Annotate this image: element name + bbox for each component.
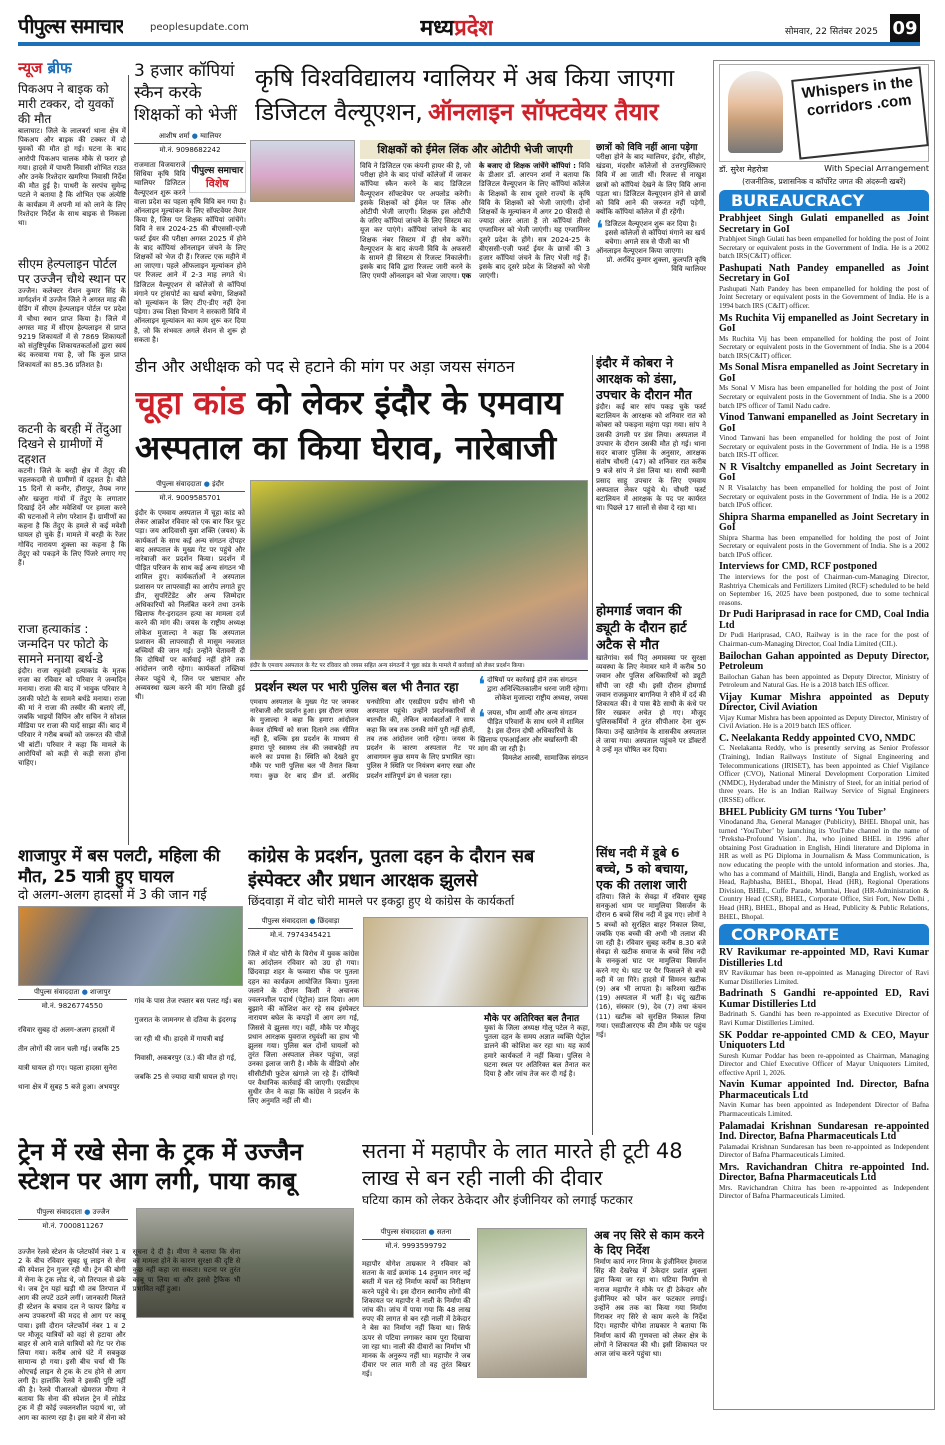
arrangement-note: With Special Arrangement xyxy=(824,164,929,173)
shajapur-headline: शाजापुर में बस पलटी, महिला की मौत, 25 यात्री हुए घायल xyxy=(18,846,221,886)
reporter-mobile: मो.नं. 9009585701 xyxy=(159,494,221,502)
whisper-headline: Ms Sonal Misra empanelled as Joint Secretary in GoI xyxy=(719,362,929,384)
whisper-item xyxy=(719,513,929,560)
bureaucracy-list xyxy=(719,214,929,921)
satna-subheadline: घटिया काम को लेकर ठेकेदार और इंजीनियर को लगाई फटकार xyxy=(362,1193,633,1207)
sindh-text: दतिया। जिले के सेवढ़ा में रविवार सुबह सनकुआं धाम पर मामुलिया विसर्जन के दौरान 6 बच्चे सिंध नदी में डूब गए। लोगों ने 5 बच्चों को सुरक्षित बाहर निकाल लिया, जबकि एक बच्ची की अभी भी तलाश की जा रही है। रविवार सुबह करीब 8.30 बजे सेवढ़ा से खटीक समाज के बच्चे सिंध नदी के सनकुआं घाट पर मामुलिया विसर्जन करने गए थे। घाट पर पैर फिसलने से बच्चे नदी में जा गिरे। हादसे में सिमरन खटीक (9) अब भी लापता है। करिश्मा खटीक (19) अस्पताल में भर्ती है। चंदू खटीक (16), संस्कार (9), देव (7) तथा कंचन (11) खटीक को सुरक्षित निकाल लिया गया। एसडीआरएफ की टीम मौके पर पहुंच गई। xyxy=(596,893,706,1040)
agri-headline: कृषि विश्वविद्यालय ग्वालियर में अब किया जाएगा डिजिटल वैल्यूएशन, ऑनलाइन सॉफ्टवेयर तैयार xyxy=(255,64,675,126)
photo-caption: इंदौर के एमवाय अस्पताल के गेट पर रविवार को जयस सहित अन्य संगठनों ने चूहा कांड के मामले में कार्रवाई को लेकर प्रदर्शन किया। xyxy=(250,661,588,671)
cobra-text: इंदौर। कई बार सांप पकड़ चुके फर्स्ट बटालियन के आरक्षक को शनिवार रात को कोबरा को पकड़ना महंगा पड़ा गया। सांप ने उसकी उंगली पर डंस लिया। अस्पताल में उपचार के दौरान उसकी मौत हो गई। थाना सदर बाजार पुलिस के अनुसार, आरक्षक संतोष चौधरी (47) को शनिवार रात करीब 9 बजे सांप ने डंस लिया था। साथी स्वामी प्रसाद साहू उपचार के लिए एमवाय अस्पताल लेकर पहुंचे थे। चौधरी फर्स्ट बटालियन में आरक्षक के पद पर कार्यरत था। पिछले 17 सालों से सेवा दे रहा था। xyxy=(596,403,706,513)
agri-side-headline: 3 हजार कॉपियां स्कैन करके शिक्षकों को भेजीं xyxy=(134,61,237,125)
mys-quotes xyxy=(478,676,588,831)
agri-subheadline-2: छात्रों को विवि नहीं आना पड़ेगा xyxy=(596,143,698,153)
brief-title-a: न्यूज xyxy=(18,59,43,77)
byline: आशीष शर्मा ● ग्वालियर xyxy=(134,132,246,144)
whisper-text: Bailochan Gahan has been appointed as Deputy Director, Ministry of Petroleum and Natural Gas. He is a 2018 batch IES officer. xyxy=(719,672,929,690)
banner-credits xyxy=(719,164,929,175)
train-headline: ट्रेन में रखे सेना के ट्रक में उज्जैन स्टेशन पर आग लगी, पाया काबू xyxy=(18,1138,303,1195)
agri-side-column xyxy=(134,60,246,345)
agri-students-box xyxy=(596,140,706,335)
reporter-mobile: मो.नं. 7974345421 xyxy=(269,931,332,939)
cobra-story xyxy=(596,355,706,603)
issue-date: सोमवार, 22 सितंबर 2025 xyxy=(785,27,878,37)
whispers-logo: Whispers in the corridors .com xyxy=(791,66,929,159)
quote-vimlesh: ❛ जयस, भीम आर्मी और अन्य संगठन पीड़ित परिवारों के साथ धरने में शामिल है। इस दौरान दोषी अधिकारियों के खिलाफ एफआईआर और बर्खास्तगी की मांग की जा रही है। विमलेश आरबी, सामाजिक संगठन xyxy=(478,706,588,762)
whisper-text: RV Ravikumar has been re-appointed as Managing Director of Ravi Kumar Distilleries Limited. xyxy=(719,969,929,986)
whisper-headline: N R Visaltchy empanelled as Joint Secretary in GoI xyxy=(719,461,929,484)
byline: पीपुल्स संवाददाता ● इंदौर xyxy=(135,480,245,492)
whisper-headline: Navin Kumar appointed Ind. Director, Bafna Pharmaceuticals Ltd xyxy=(719,1079,929,1101)
quote-mujalda: ❛ दोषियों पर कार्रवाई होने तक संगठन द्वारा अनिश्चितकालीन धरना जारी रहेगा। लोकेश मुजाल्दा राष्ट्रीय अध्यक्ष, जयस xyxy=(478,676,588,702)
whisper-headline: Mrs. Ravichandran Chitra re-appointed Ind. Director, Bafna Pharmaceuticals Ltd xyxy=(719,1161,929,1184)
whisper-headline: BHEL Publicity GM turns ‘You Tuber’ xyxy=(719,806,887,818)
whisper-item xyxy=(719,363,929,410)
whisper-text: The interviews for the post of Chairman-cum-Managing Director, Rashtriya Chemicals and Fertilizers Limited (RCF) scheduled to be held on September 16, 2025 have been postponed, due to some technical reasons. xyxy=(719,572,929,607)
whisper-text: Navin Kumar has been appointed as Independent Director of Bafna Pharmaceuticals Limited. xyxy=(719,1101,929,1118)
shajapur-subheadline: दो अलग-अलग हादसों में 3 की जान गई xyxy=(18,888,207,903)
agri-subheadline: शिक्षकों को ईमेल लिंक और ओटीपी भेजी जाएगी xyxy=(360,140,590,159)
reporter-mobile: मो.नं. 7000811267 xyxy=(42,1222,104,1230)
whisper-item xyxy=(719,1163,929,1201)
mys-body-1: इंदौर के एमवाय अस्पताल में चूहा कांड को लेकर आक्रोश रविवार को एक बार फिर फूट पड़ा। जय आदिवासी युवा शक्ति (जयस) के कार्यकर्ता के साथ कई अन्य संगठन दोपहर बाद अस्पताल के मुख्य गेट पर पहुंचे और नारेबाजी कर प्रदर्शन किया। प्रदर्शन में पीड़ित परिजन के साथ कई अन्य संगठन भी शामिल हुए। कार्यकर्ताओं ने अस्पताल प्रशासन पर लापरवाही का आरोप लगाते हुए डीन, सुपरिंटेंडेंट और अन्य जिम्मेदार अधिकारियों को निलंबित करने तथा उनके खिलाफ गैर-इरादतन हत्या का मामला दर्ज करने की मांग की। जयस के राष्ट्रीय अध्यक्ष लोकेश मुजाल्दा ने कहा कि अस्पताल प्रशासन की लापरवाही से मासूम नवजात बच्चियों की जान गई। उन्होंने चेतावनी दी कि दोषियों पर कार्रवाई नहीं होने तक आंदोलन जारी रहेगा। कार्यकर्ता तख्तियां लेकर पहुंचे थे, जिन पर भ्रष्टाचार और अव्यवस्था खत्म करने की मांग लिखी हुई थी। xyxy=(135,509,245,702)
whisper-headline: Shipra Sharma empanelled as Joint Secretary in GoI xyxy=(719,511,929,534)
mys-headline: चूहा कांड को लेकर इंदौर के एमवाय अस्पताल का किया घेराव, नारेबाजी xyxy=(135,383,563,467)
congress-story xyxy=(248,845,590,1130)
whisper-item xyxy=(719,652,929,690)
whisper-text: Prabhjeet Singh Gulati has been empanelled for holding the post of Joint Secretary or equivalent posts in the Government of India. He is a 2002 batch IRS(C&IT) officer. xyxy=(719,235,929,261)
brief-item xyxy=(18,422,126,622)
agri-body-1: राजमाता विजयाराजे सिंधिया कृषि विवि ग्वालियर डिजिटल वैल्यूएशन शुरू करने वाला प्रदेश का पहला कृषि विवि बन गया है। ऑनलाइन मूल्यांकन के लिए सॉफ्टवेयर तैयार किया है, जिस पर शिक्षक कॉपियां जांचेंगे। विवि ने सत्र 2024-25 की बीएससी-एजी फर्स्ट ईयर की परीक्षा अगस्त 2025 में होने के बाद कॉपियां ऑनलाइन जंचने के लिए शिक्षकों को भेज दी हैं। रिजल्ट एक महीने में आ जाएगा। पहले ऑफलाइन मूल्यांकन होने पर रिजल्ट आने में 2-3 माह लगते थे। डिजिटल वैल्यूएशन से कॉलेजों से कॉपियां मंगाने पर ट्रांसपोर्ट का खर्चा बचेगा, शिक्षकों को मूल्यांकन के लिए टीए-डीए नहीं देना पड़ेगा। उच्च शिक्षा विभाग ने सरकारी विवि में ऑनलाइन मूल्यांकन का काम शुरू कर दिया है, जो कि संभवतः अगले सेशन से शुरू हो सकता है। xyxy=(134,161,246,344)
satna-subheadline-2: अब नए सिरे से काम करने के दिए निर्देश xyxy=(594,1228,704,1257)
sindh-story xyxy=(596,845,706,1130)
reporter-mobile: मो.नं. 9826774550 xyxy=(41,1002,103,1010)
bureaucracy-section-bar: BUREAUCRACY xyxy=(719,190,929,211)
brief-item xyxy=(18,257,126,422)
columnist-name: डॉ. सुरेश मेहरोत्रा xyxy=(719,165,768,174)
section-title xyxy=(420,12,493,42)
agri-body-4: परीक्षा होने के बाद ग्वालियर, इंदौर, सीहोर, खंडवा, मंदसौर कॉलेजों से उत्तरपुस्तिकाएं विवि में आ जाती थीं। रिजल्ट से नाखुश छात्रों को कॉपियां देखने के लिए विवि आना पड़ता था। डिजिटल वैल्यूएशन होने से छात्रों को विवि आने की जरूरत नहीं पड़ेगी, क्योंकि कॉपियां कॉलेज में ही रहेंगी। xyxy=(596,153,706,217)
brief-headline: कटनी के बरही में तेंदुआ दिखने से ग्रामीणों में दहशत xyxy=(18,422,122,466)
whisper-item xyxy=(719,314,929,361)
whisper-item xyxy=(719,463,929,510)
whisper-item xyxy=(719,562,929,607)
satna-text-2: निर्माण कार्य नगर निगम के इंजीनियर हेमराज सिंह की देखरेख में ठेकेदार प्रशांत शुक्ला द्वारा किया जा रहा था। घटिया निर्माण से नाराज महापौर ने मौके पर ही ठेकेदार और इंजीनियर को फोन कर फटकार लगाई। उन्होंने अब तक का किया गया निर्माण गिराकर नए सिरे से काम करने के निर्देश दिए। महापौर योगेश ताम्रकार ने बताया कि निर्माण कार्य की गुणवत्ता को लेकर क्षेत्र के लोगों ने शिकायत की थी। इसी शिकायत पर आज जांच करने पहुंचा था। xyxy=(594,1258,707,1359)
column-tagline: (राजनीतिक, प्रशासनिक व कॉर्पोरेट जगत की अंदरूनी खबरें) xyxy=(742,177,906,186)
whisper-item xyxy=(719,1122,929,1160)
vc-quote: ❛ डिजिटल वैल्यूएशन शुरू कर दिया है। इससे कॉलेजों से कॉपियां मंगाने का खर्च बचेगा। अगले सत्र से पीजी का भी ऑनलाइन वैल्यूएशन किया जाएगा। प्रो. अरविंद कुमार शुक्ला, कुलपति कृषि विवि ग्वालियर xyxy=(596,217,706,274)
homeguard-story xyxy=(596,603,706,755)
whisper-item xyxy=(719,413,929,460)
corporate-section-bar: CORPORATE xyxy=(719,924,929,945)
brief-title-b: ब्रीफ xyxy=(47,59,72,77)
whisper-headline: Prabhjeet Singh Gulati empanelled as Joint Secretary in GoI xyxy=(719,213,929,235)
whisper-headline: C. Neelakanta Reddy appointed CVO, NMDC xyxy=(719,732,916,744)
whisper-item xyxy=(719,1031,929,1078)
whisper-text: Palamadai Krishnan Sundaresan has been re-appointed as Independent Director of Bafna Pharmaceuticals Limited. xyxy=(719,1142,929,1160)
whispers-column xyxy=(713,60,935,1410)
whisper-item xyxy=(719,1080,929,1118)
sindh-headline: सिंध नदी में डूबे 6 बच्चे, 5 को बचाया, एक की तलाश जारी xyxy=(596,845,689,892)
mys-body-column xyxy=(135,480,245,830)
whisper-text: Shipra Sharma has been empanelled for holding the post of Joint Secretary or equivalent posts in the Government of India. She is a 2002 batch IPoS officer. xyxy=(719,533,929,559)
whisper-text: Pashupati Nath Pandey has been empanelled for holding the post of Joint Secretary or equivalent posts in the Government of India. He is a 1994 batch IRS (C&IT) officer. xyxy=(719,284,929,310)
whisper-text: Ms Sonal V Misra has been empanelled for holding the post of Joint Secretary or equivalent posts in the Government of India. She is a 2000 batch IPS officer of Tamil Nadu cadre. xyxy=(719,384,929,410)
whisper-headline: Pashupati Nath Pandey empanelled as Joint Secretary in GoI xyxy=(719,262,929,285)
whisper-headline: Bailochan Gahan appointed as Deputy Director, Petroleum xyxy=(719,650,929,673)
whisper-text: Dr Pudi Hariprasad, CAO, Railway is in the race for the post of Chairman-cum-Managing Director, Coal India Limited (CIL). xyxy=(719,631,929,648)
byline: पीपुल्स संवाददाता ● उज्जैन xyxy=(18,1208,128,1220)
columnist-photo xyxy=(728,71,783,153)
special-badge: पीपुल्स समाचार विशेष xyxy=(189,161,246,193)
whisper-item xyxy=(719,808,929,922)
whisper-text: Mrs. Ravichandran Chitra has been re-appointed as Independent Director of Bafna Pharmaceuticals Limited. xyxy=(719,1183,929,1201)
brief-headline: पिकअप ने बाइक को मारी टक्कर, दो युवकों की मौत xyxy=(18,82,114,126)
whisper-text: N R Visalatchy has been empanelled for holding the post of Joint Secretary or equivalent posts in the Government of India. He is a 2002 batch IPoS officer. xyxy=(719,483,929,510)
congress-text-2: युकां के जिला अध्यक्ष गोलू पटेल ने कहा, पुतला दहन के समय अज्ञात व्यक्ति पेट्रोल डालने की कोशिश कर रहा था। यह कार्य हमारे कार्यकर्ता ने नहीं किया। पुलिस ने घटना स्थल पर अतिरिक्त बल तैनात कर दिया है और जांच तेज कर दी गई है। xyxy=(484,1024,590,1079)
whisper-text: Vinodanand Jha, General Manager (Publicity), BHEL Bhopal unit, has turned ‘YouTuber’ by launching its YouTube channel in the name of ‘Preksha-Profound Vision’. Jha, who joined BHEL in 1996 after obtaining Post Graduation in English, Hindi literature and Diploma in HR as well as PG Diploma in Journalism & Mass Communication, is now educating the people with the untold information and stories. Jha, who has a command of Maithili, Hindi, Bangla and English, worked as Head, Rajbhasha, BHEL, Bhopal, Head (HR), Regional Operations Division, BHEL, Cuffe Parade, Mumbai, Head (HR-Administration & Country Head (CSR), BHEL, Corporate Office, Siri Fort, New Delhi , Head (HR), BHEL, Bhopal and as Head, Publicity & Public Relations, BHEL, Bhopal. xyxy=(719,818,929,921)
homeguard-text: खातेगांव। सर्व पितृ अमावस्या पर सुरक्षा व्यवस्था के लिए नेमावर थाने में करीब 50 जवान और पुलिस अधिकारियों को ड्यूटी सौंपी जा रही थी। इसी दौरान होमगार्ड जवान राजकुमार बागनिया ने सीने में दर्द की शिकायत की। वे पास बैठे साथी के कंधे पर सिर रखकर अचेत हो गए। मौजूद पुलिसकर्मियों ने तुरंत सीपीआर देना शुरू किया। उन्हें खातेगांव के शासकीय अस्पताल ले जाया गया। अस्पताल पहुंचने पर डॉक्टरों ने उन्हें मृत घोषित कर दिया। xyxy=(596,654,706,755)
mys-kicker: डीन और अधीक्षक को पद से हटाने की मांग पर अड़ा जयस संगठन xyxy=(135,357,515,376)
whisper-text: Badrinath S. Gandhi has been re-appointed as Executive Director of Ravi Kumar Distilleries Limited. xyxy=(719,1010,929,1027)
section-title-b: प्रदेश xyxy=(454,16,494,41)
reporter-mobile: मो.नं. 9098682242 xyxy=(159,146,221,154)
agri-body-2: विवि ने डिजिटल एक कंपनी हायर की है, जो परीक्षा होने के बाद पांचों कॉलेजों में जाकर कॉपिया स्कैन करने के बाद डिजिटल वैल्यूएशन सॉफ्टवेयर पर अपलोड करेगी। इसके शिक्षकों को ईमेल पर लिंक और ओटीपी भेजी जाएगी। शिक्षक इस ओटीपी के जरिए कॉपियां जांचने के लिए सिस्टम का यूज कर पाएंगे। कॉपियां जांचने के बाद शिक्षक नंबर सिस्टम में ही सेव करेंगे। वैल्यूएशन के बाद कंपनी विवि के अफसरों के सामने ही सिस्टम से रिजल्ट निकालेगी। इसके बाद विवि द्वारा रिजल्ट जारी करने के लिए एमपी ऑनलाइन को भेजा जाएगा। एक के बजाए दो शिक्षक जांचेंगे कॉपियां : विवि के डीआर डॉ. आरपन शर्मा ने बताया कि डिजिटल वैल्यूएशन के लिए कॉपियां कॉलेज के शिक्षकों के साथ दूसरे राज्यों के कृषि विवि के शिक्षकों को भेजी जाएंगी। दोनों शिक्षकों के मूल्यांकन में अगर 20 फीसदी से ज्यादा अंतर आता है तो कॉपियां तीसरे एग्जामिनर को भेजी जाएंगी। यह एग्जामिनर दूसरे प्रदेश के होंगे। सत्र 2024-25 के बीएससी-एजी फर्स्ट ईयर के छात्रों की 3 हजार कॉपियां जंचने के लिए भेजी गई हैं। इसके बाद दूसरे प्रदेश के शिक्षकों को भेजी जाएंगी। xyxy=(360,162,590,281)
university-photo xyxy=(250,140,355,202)
bus-photo xyxy=(18,906,243,986)
masthead-logo: पीपुल्स समाचार xyxy=(18,14,124,38)
satna-text: महापौर योगेश ताम्रकार ने रविवार को सतना के वार्ड क्रमांक 14 हनुमान नगर नई बस्ती में चल रहे निर्माण कार्यों का निरीक्षण करने पहुंचे थे। इस दौरान स्थानीय लोगों की शिकायत पर महापौर ने नाली के निर्माण की जांच की। जांच में पाया गया कि 48 लाख रुपए की लागत से बन रही नाली में ठेकेदार ने बेस का निर्माण नहीं किया था। सिर्फ ऊपर से पटिया लगाकर काम पूरा दिखाया जा रहा था। नाली की दीवारों का निर्माण भी मानक के अनुरूप नहीं था। महापौर ने जब दीवार पर लात मारी तो वह तुरंत बिखर गई। xyxy=(362,1260,471,1379)
news-brief-title xyxy=(18,58,126,78)
byline: पीपुल्स संवाददाता ● छिंदवाड़ा xyxy=(248,917,353,929)
reporter-mobile: मो.नं. 9993599792 xyxy=(385,1242,447,1250)
whisper-headline: Palamadai Krishnan Sundaresan re-appointed Ind. Director, Bafna Pharmaceuticals Ltd xyxy=(719,1120,929,1143)
whisper-headline: Vijay Kumar Mishra appointed as Deputy Director, Civil Aviation xyxy=(719,691,929,714)
brief-item xyxy=(18,622,126,822)
website-url[interactable]: peoplesupdate.com xyxy=(150,22,249,33)
whisper-item xyxy=(719,214,929,261)
brief-text: इंदौर। राजा रघुवंशी हत्याकांड के मृतक राजा का रविवार को परिवार ने जन्मदिन मनाया। राजा की याद में भावुक परिवार ने उसकी फोटो के सामने बर्थडे मनाया। राजा की मां ने राजा की तस्वीर की बलाएं लीं, जबकि भाइयों विपिन और सचिन ने सोशल मीडिया पर राजा की यादें साझा कीं। बाद में परिवार ने गरीब बच्चों को जरूरत की चीजें भी बांटीं। परिवार ने कहा कि मामले के आरोपियों को कड़ी से कड़ी सजा होना चाहिए। xyxy=(18,667,126,768)
section-title-a: मध्य xyxy=(420,16,455,41)
congress-subheadline: छिंदवाड़ा में वोट चोरी मामले पर इकट्ठा हुए थे कांग्रेस के कार्यकर्ता xyxy=(248,894,515,908)
mys-body-2: एमवाय अस्पताल के मुख्य गेट पर जमकर नारेबाजी और प्रदर्शन हुआ। इस दौरान जयस के मुजाल्दा ने कहा कि हमारा आंदोलन केवल दोषियों को सजा दिलाने तक सीमित नहीं है, बल्कि इस प्रदर्शन के माध्यम से हमारा पूरे स्वास्थ्य तंत्र की जवाबदेही तय करने का प्रयास है। स्थिति को देखते हुए मौके पर भारी पुलिस बल भी तैनात किया गया। कुछ देर बाद डीन डॉ. अरविंद घनघोरिया और एसडीएम प्रदीप सोनी भी अस्पताल पहुंचे। उन्होंने प्रदर्शनकारियों से बातचीत की, लेकिन कार्यकर्ताओं ने साफ कहा कि जब तक उनकी मांगें पूरी नहीं होतीं, तब तक आंदोलन जारी रहेगा। जयस के प्रदर्शन के कारण अस्पताल गेट पर आवागमन कुछ समय के लिए प्रभावित रहा। पुलिस ने स्थिति पर नियंत्रण बनाए रखा और प्रदर्शन शांतिपूर्ण ढंग से चलता रहा। xyxy=(250,698,475,780)
cobra-headline: इंदौर में कोबरा ने आरक्षक को डंसा, उपचार के दौरान मौत xyxy=(596,355,692,402)
whisper-text: Vijay Kumar Mishra has been appointed as Deputy Director, Ministry of Civil Aviation. He is a 2019 batch IES officer. xyxy=(719,713,929,731)
congress-text: जिले में वोट चोरी के विरोध में युवक कांग्रेस का आंदोलन रविवार को उग्र हो गया। छिंदवाड़ा शहर के फव्वारा चौक पर पुतला दहन का कार्यक्रम आयोजित किया। पुतला जलाने के दौरान किसी ने अचानक ज्वलनशील पदार्थ (पेट्रोल) डाल दिया। आग बुझाने की कोशिश कर रहे सब इंस्पेक्टर नारायण बघेल के कपड़ों में आग लग गई, जिससे वे झुलस गए। वहीं, मौके पर मौजूद प्रधान आरक्षक युवराज रघुवंशी का हाथ भी झुलस गया। पुलिस बल दोनों घायलों को तुरंत जिला अस्पताल लेकर पहुंचा, जहां उनका इलाज जारी है। मौके के वीडियो और सीसीटीवी फुटेज खंगाले जा रहे हैं। दोषियों पर वैधानिक कार्रवाई की जाएगी। एसडीएम सुधीर जैन ने कहा कि कांग्रेस ने प्रदर्शन के लिए अनुमति नहीं ली थी। xyxy=(248,950,359,1106)
whisper-item xyxy=(719,264,929,311)
agri-body-continued xyxy=(250,208,355,335)
whispers-banner xyxy=(719,64,929,162)
column-divider xyxy=(128,75,129,845)
agri-subsection xyxy=(360,140,590,335)
side-news-column xyxy=(596,355,706,840)
whisper-headline: RV Ravikumar re-appointed MD, Ravi Kumar Distilleries Ltd xyxy=(719,947,929,969)
header-rule xyxy=(18,42,920,46)
whisper-text: Ms Ruchita Vij has been empanelled for holding the post of Joint Secretary or equivalent posts in the Government of India. She is a 2004 batch IRS(C&IT) officer. xyxy=(719,334,929,360)
whisper-headline: Interviews for CMD, RCF postponed xyxy=(719,561,878,573)
congress-headline: कांग्रेस के प्रदर्शन, पुतला दहन के दौरान सब इंस्पेक्टर और प्रधान आरक्षक झुलसे xyxy=(248,846,535,891)
mys-subheadline: प्रदर्शन स्थल पर भारी पुलिस बल भी तैनात रहा xyxy=(255,680,459,694)
byline: पीपुल्स संवाददाता ● सतना xyxy=(362,1228,470,1240)
brief-text: उज्जैन। कलेक्टर रोशन कुमार सिंह के मार्गदर्शन में उज्जैन जिले ने अगस्त माह की ग्रेडिंग में सीएम हेल्पलाइन पोर्टल पर प्रदेश में चौथा स्थान प्राप्त किया है। जिले में अगस्त माह में सीएम हेल्पलाइन से प्राप्त 9219 शिकायतों में से 7869 शिकायतों को संतुष्टिपूर्वक शिकायतकर्ताओं द्वारा स्वयं बंद करवाया गया है, जो कि कुल प्राप्त शिकायतों का 85.36 प्रतिशत है। xyxy=(18,287,126,369)
brief-headline: राजा हत्याकांड : जन्मदिन पर फोटो के सामने मनाया बर्थ-डे xyxy=(18,622,108,666)
whisper-item xyxy=(719,693,929,731)
brief-headline: सीएम हेल्पलाइन पोर्टल पर उज्जैन चौथे स्थान पर xyxy=(18,257,126,286)
train-story xyxy=(18,1138,355,1423)
protest-photo xyxy=(250,480,588,660)
byline: पीपुल्स संवाददाता ● शाजापुर xyxy=(18,988,127,1000)
column-divider xyxy=(592,355,593,1135)
homeguard-headline: होमगार्ड जवान की ड्यूटी के दौरान हार्ट अटैक से मौत xyxy=(596,604,687,653)
shajapur-story xyxy=(18,845,243,1130)
satna-headline: सतना में महापौर के लात मारते ही टूटी 48 लाख से बन रही नाली की दीवार xyxy=(362,1139,683,1190)
whisper-headline: Dr Pudi Hariprasad in race for CMD, Coal India Ltd xyxy=(719,609,929,631)
whisper-headline: Badrinath S Gandhi re-appointed ED, Ravi Kumar Distilleries Ltd xyxy=(719,988,929,1010)
whisper-item xyxy=(719,948,929,986)
satna-story xyxy=(362,1138,707,1423)
whisper-headline: Ms Ruchita Vij empanelled as Joint Secretary in GoI xyxy=(719,312,929,335)
page-number: 09 xyxy=(890,14,920,44)
whisper-headline: Vinod Tanwani empanelled as Joint Secretary in GoI xyxy=(719,412,929,434)
whisper-text: Suresh Kumar Poddar has been re-appointed as Chairman, Managing Director and Chief Executive Officer of Mayur Uniquoters Limited, effective April 1, 2026. xyxy=(719,1051,929,1077)
whisper-item xyxy=(719,989,929,1027)
whisper-text: C. Neelakanta Reddy, who is presently serving as Senior Professor (Training), Indian Railways Institute of Signal Engineering and Telecommunications (IRISET), has been appointed as Chief Vigilance Officer (CVO), National Mineral Development Corporation Limited (NMDC), Hyderabad under the Ministry of Steel, for an initial period of three years. He is an Indian Railway Service of Signal Engineers (IRSSE) officer. xyxy=(719,744,929,804)
brief-text: बालाघाट। जिले के लालबर्रा थाना क्षेत्र में पिकअप और बाइक की टक्कर में दो युवकों की मौत हो गई। घटना के बाद आरोपी पिकअप चालक मौके से फरार हो गया। हादसे में पाथरी निवासी शोभित राउत और उनके रिश्तेदार खमरिया निवासी निर्देश की मौत हुई है। पाथरी के सरपंच सुमेन्द्र पटले ने बताया है कि शोभित एक अंत्येष्टि के कार्यक्रम में अपनी मां को लाने के लिए रिश्तेदार निर्देश के साथ बाइक से निकला था। xyxy=(18,127,126,228)
brief-item xyxy=(18,82,126,257)
whisper-text: Vinod Tanwani has been empanelled for holding the post of Joint Secretary or equivalent posts in the Government of India. He is a 1998 batch IRS-IT officer. xyxy=(719,434,929,460)
train-text: उज्जैन रेलवे स्टेशन के प्लेटफॉर्म नंबर 1 व 2 के बीच रविवार सुबह थ्रू लाइन से सेना की स्पेशल ट्रेन गुजर रही थी। ट्रेन की बोगी में सेना के ट्रक लोड थे, जो तिरपाल से ढंके थे। जब ट्रेन यहां खड़ी थी तब तिरपाल में आग की लपटें उठने लगीं। जानकारी मिलते ही स्टेशन के बचाव दल ने फायर ब्रिगेड व अन्य उपकरणों की मदद से आग पर काबू पाया। इसी दौरान प्लेटफॉर्म नंबर 1 व 2 पर मौजूद यात्रियों को वहां से हटाया और बाहर से आने वाले यात्रियों को गेट पर रोक लिया गया। करीब आधे घंटे में सबकुछ सामान्य हो गया। इसी बीच चर्चा थी कि ओएचई लाइन से ट्रक के टच होने से आग लगी है। हालांकि रेलवे ने इसकी पुष्टि नहीं की है। रेलवे पीआरओ खेमराज मीणा ने बताया कि सेना की स्पेशल ट्रेन में लोडेड ट्रक में ही कोई ज्वलनशील पदार्थ था, जो आग का कारण रहा है। इस बारे में सेना को सूचना दे दी है। मीणा ने बताया कि सेना का मामला होने के कारण सुरक्षा की दृष्टि से कुछ नहीं कहा जा सकता। घटना पर तुरंत काबू पा लिया था और इससे ट्रैफिक भी प्रभावित नहीं हुआ। xyxy=(18,1248,241,1422)
brief-text: कटनी। जिले के बरही क्षेत्र में तेंदुए की चहलकदमी से ग्रामीणों में दहशत है। बीते 15 दिनों से कनौर, हीरापुर, तैयब नगर और खजुरा गांवों में तेंदुए के लगातार दिखाई देने और मवेशियों पर हमला करने की घटनाओं ने लोग परेशान हैं। ग्रामीणों का कहना है कि तेंदुए के हमले से कई मवेशी घायल हो चुके हैं। मामले में बरही के रेंजर गोविंद नारायण शुक्ला का कहना है कि तेंदुए को पकड़ने के लिए पिंजरे लगाए गए हैं। xyxy=(18,467,126,568)
news-brief-column xyxy=(18,58,126,848)
corporate-list xyxy=(719,948,929,1201)
whisper-item xyxy=(719,734,929,805)
congress-subheadline-2: मौके पर अतिरिक्त बल तैनात xyxy=(484,1014,580,1024)
whisper-item xyxy=(719,610,929,648)
whisper-headline: SK Poddar re-appointed CMD & CEO, Mayur Uniquoters Ltd xyxy=(719,1029,929,1052)
shajapur-text: रविवार सुबह दो अलग-अलग हादसों में तीन लोगों की जान चली गई। जबकि 25 यात्री घायल हो गए। पहला हादसा सुनेरा थाना क्षेत्र में सुबह 5 बजे हुआ। अभयपुर गांव के पास तेज रफ्तार बस पलट गई। बस गुजरात के जामनगर से दतिया के इंदरगढ़ जा रही थी थी। हादसे में गायत्री बाई निवासी, अकबरपुर (उ.) की मौत हो गई, जबकि 25 से ज्यादा यात्री घायल हो गए। xyxy=(18,997,243,1091)
